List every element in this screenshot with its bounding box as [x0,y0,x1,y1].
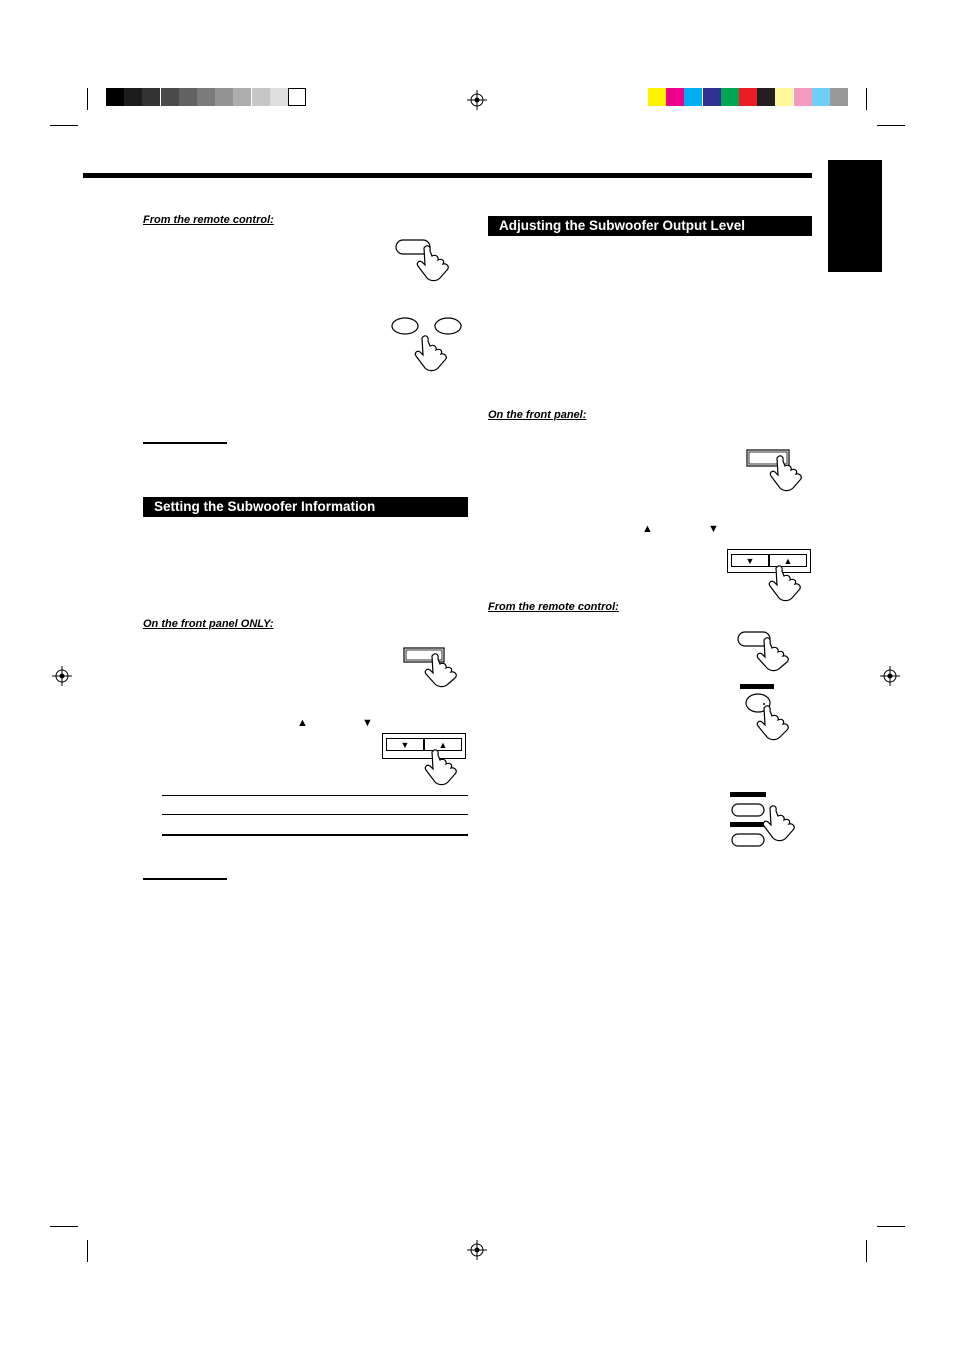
remote-stacked-buttons-press-icon [728,790,814,850]
calibration-swatch [794,88,812,106]
down-arrow-icon: ▼ [362,717,373,729]
calibration-swatch [197,88,215,106]
front-panel-only-label: On the front panel ONLY: [143,618,274,630]
language-side-tab [828,160,882,272]
up-button[interactable]: ▲ [424,738,462,751]
crop-mark [50,125,78,126]
remote-button-press-icon [736,628,798,672]
down-button[interactable]: ▼ [386,738,424,751]
calibration-swatch [721,88,739,106]
remote-two-buttons-press-icon [390,314,466,376]
front-panel-button-press-icon [402,644,468,688]
hand-pointer-icon [420,746,470,788]
calibration-swatch [161,88,179,106]
left-note-rule [143,442,227,444]
calibration-swatch [270,88,288,106]
adjusting-subwoofer-output-level-title: Adjusting the Subwoofer Output Level [488,216,812,236]
calibration-swatch [142,88,160,106]
calibration-swatch [757,88,775,106]
registration-mark-icon [467,1240,487,1260]
crop-mark [877,1226,905,1227]
up-arrow-icon: ▲ [642,523,653,535]
front-panel-button-press-icon [745,446,811,492]
remote-button-press-icon [394,236,464,284]
calibration-swatch [288,88,306,106]
calibration-swatch [666,88,684,106]
calibration-swatch [648,88,666,106]
crop-mark [877,125,905,126]
registration-mark-icon [52,666,72,686]
registration-mark-icon [880,666,900,686]
calibration-swatch [233,88,251,106]
left-note-rule [143,878,227,880]
calibration-swatch [179,88,197,106]
down-arrow-icon: ▼ [708,523,719,535]
hand-pointer-icon [764,562,814,604]
crop-mark [50,1226,78,1227]
crop-mark [87,1240,88,1262]
up-button[interactable]: ▲ [769,554,807,567]
crop-mark [866,88,867,110]
calibration-swatch [684,88,702,106]
down-button[interactable]: ▼ [731,554,769,567]
table-rule [162,834,468,836]
crop-mark [87,88,88,110]
front-panel-label: On the front panel: [488,409,587,421]
crop-mark [866,1240,867,1262]
registration-mark-icon [467,90,487,110]
calibration-swatch [124,88,142,106]
table-rule [162,814,468,815]
calibration-swatch [703,88,721,106]
left-remote-control-label: From the remote control: [143,214,274,226]
calibration-swatch [739,88,757,106]
up-arrow-icon: ▲ [297,717,308,729]
table-rule [162,795,468,796]
calibration-swatch [215,88,233,106]
right-remote-control-label: From the remote control: [488,601,619,613]
header-rule [83,173,812,178]
calibration-swatch [775,88,793,106]
calibration-swatch [812,88,830,106]
calibration-swatch [106,88,124,106]
calibration-swatch [252,88,270,106]
calibration-swatch [830,88,848,106]
setting-subwoofer-information-title: Setting the Subwoofer Information [143,497,468,517]
remote-labeled-button-press-icon [738,682,800,742]
